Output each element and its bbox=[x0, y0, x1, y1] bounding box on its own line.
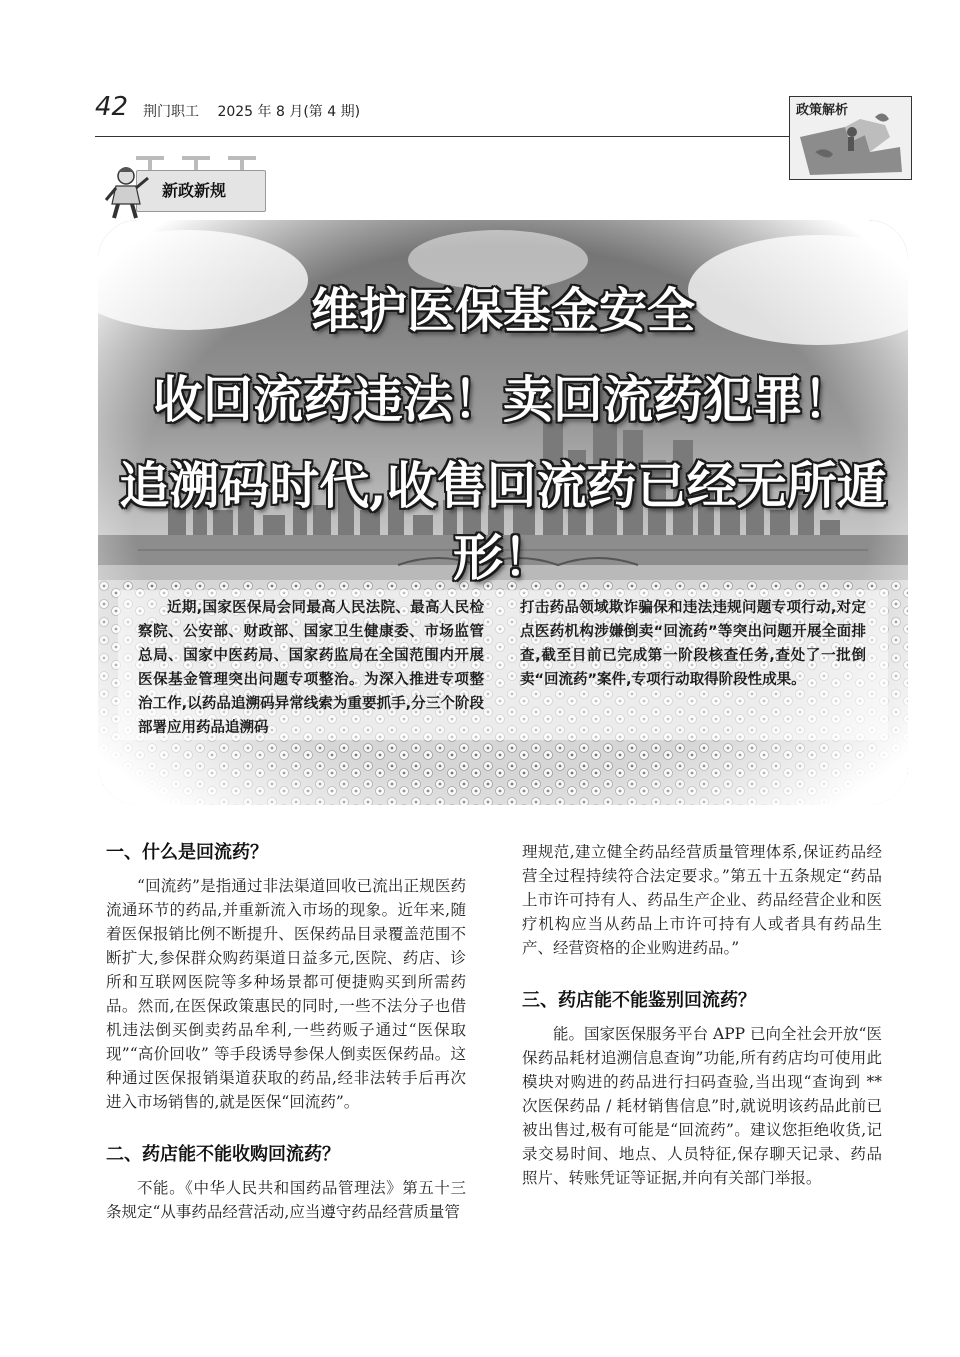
hero-banner bbox=[98, 220, 908, 805]
article-column-left bbox=[106, 840, 466, 1224]
column-badge-label: 政策解析 bbox=[796, 103, 849, 118]
section-heading-what-is: 一、什么是回流药？ bbox=[106, 842, 268, 863]
hero-title-line3: 追溯码时代,收售回流药已经无所遁形！ bbox=[119, 456, 887, 587]
section-body-what-is: “回流药”是指通过非法渠道回收已流出正规医药流通环节的药品,并重新流入市场的现象。近年来,随着医保报销比例不断提升、医保药品目录覆盖范围不断扩大,参保群众购药渠道日益多元,医院、药店、诊所和互联网医院等多种场景都可便捷购买到所需药品。然而,在医保政策惠民的同时,一些不法分子也借机违法倒买倒卖药品牟利,一些药贩子通过“医保取现”“高价回收” 等手段诱导参保人倒卖医保药品。这种通过医保报销渠道获取的药品,经非法转手后再次进入市场销售的,就是医保“回流药”。 bbox=[106, 877, 466, 1111]
article-column-right bbox=[522, 840, 882, 1190]
hero-intro-right: 打击药品领域欺诈骗保和违法违规问题专项行动,对定点医药机构涉嫌倒卖“回流药”等突出问题开展全面排查,截至目前已完成第一阶段核查任务,查处了一批倒卖“回流药”案件,专项行动取得阶段性成果。 bbox=[520, 600, 866, 688]
hero-title-line2: 收回流药违法！卖回流药犯罪！ bbox=[153, 370, 853, 429]
section-body-can-identify: 能。国家医保服务平台 APP 已向全社会开放“医保药品耗材追溯信息查询”功能,所有药店均可使用此模块对购进的药品进行扫码查验,当出现“查询到 ** 次医保药品 / 耗材销售信息”时,就说明该药品此前已被出售过,极有可能是“回流药”。建议您拒绝收货,记录交易时间、地点、人员特征,保存聊天记录、药品照片、转账凭证等证据,并向有关部门举报。 bbox=[522, 1025, 882, 1187]
page-header bbox=[95, 92, 880, 136]
section-tag bbox=[100, 156, 270, 218]
section-heading-can-identify: 三、药店能不能鉴别回流药？ bbox=[522, 990, 756, 1011]
publication-info bbox=[143, 101, 374, 121]
header-rule bbox=[95, 136, 795, 137]
page-number: 42 bbox=[95, 92, 129, 122]
hero-title-line1: 维护医保基金安全 bbox=[310, 283, 695, 339]
column-badge bbox=[789, 96, 912, 180]
worker-figure-icon bbox=[102, 160, 154, 222]
publication-name: 荆门职工 bbox=[143, 104, 199, 120]
section-body-can-buy: 不能。《中华人民共和国药品管理法》第五十三条规定“从事药品经营活动,应当遵守药品经营质量管 bbox=[106, 1179, 466, 1221]
hero-intro-left: 近期,国家医保局会同最高人民法院、最高人民检察院、公安部、财政部、国家卫生健康委、市场监管总局、国家中医药局、国家药监局在全国范围内开展医保基金管理突出问题专项整治。为深入推进专项整治工作,以药品追溯码异常线索为重要抓手,分三个阶段部署应用药品追溯码 bbox=[138, 600, 484, 736]
section-body-can-buy-continued: 理规范,建立健全药品经营质量管理体系,保证药品经营全过程持续符合法定要求。”第五十五条规定“药品上市许可持有人、药品生产企业、药品经营企业和医疗机构应当从药品上市许可持有人或者具有药品生产、经营资格的企业购进药品。” bbox=[522, 843, 882, 957]
section-tag-label: 新政新规 bbox=[162, 181, 227, 200]
issue-date: 2025 年 8 月(第 4 期) bbox=[217, 104, 361, 120]
section-heading-can-buy: 二、药店能不能收购回流药？ bbox=[106, 1144, 340, 1165]
